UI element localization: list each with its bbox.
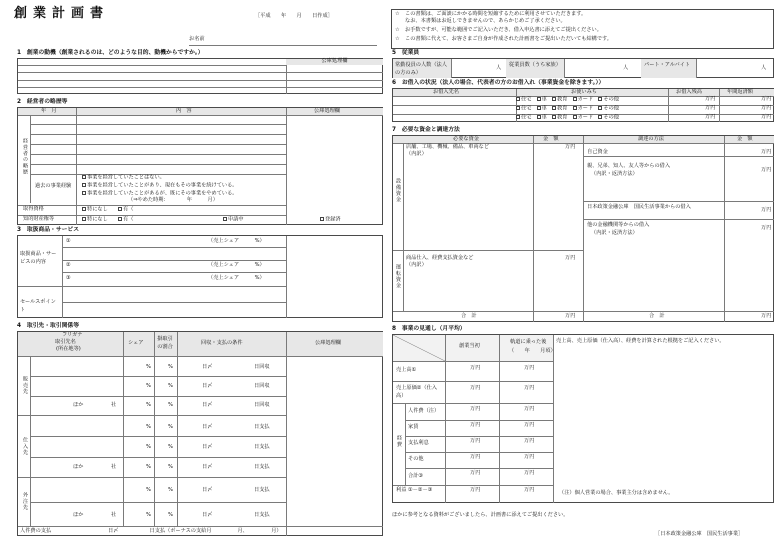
forecast-yen-cell[interactable]: 万円	[470, 422, 481, 428]
executives-label: 常勤役員の人数（法人の方のみ）	[395, 62, 447, 76]
item-2-share[interactable]: （売上シェア %）	[208, 262, 265, 268]
row-rent: 家賃	[408, 424, 419, 430]
others-label: ほか	[73, 464, 84, 470]
close-day[interactable]: 日〆	[202, 364, 213, 370]
pay-day[interactable]: 日支払	[254, 444, 270, 450]
exp-option-2[interactable]: 事業を経営していたことがあり、現在もその事業を続けている。	[82, 183, 237, 189]
share-pct[interactable]: %	[146, 383, 151, 389]
col-date: 年 月	[41, 108, 57, 114]
section-6-title: 6 お借入の状況（法人の場合、代表者の方のお借入れ（事業資金を除きます。））	[392, 80, 605, 86]
op-desc: 商品仕入、経費支払資金など	[406, 255, 474, 261]
forecast-yen-cell[interactable]: 万円	[470, 406, 481, 412]
loan-use-option: 教育	[557, 105, 568, 112]
forecast-yen-cell[interactable]: 万円	[524, 487, 535, 493]
annual-yen[interactable]: 万円	[761, 114, 772, 120]
furigana-header: フリガナ	[62, 332, 83, 338]
name-header: 取引先名	[55, 339, 76, 345]
career-side-label: 経営者の略歴	[21, 138, 28, 176]
row-sales: 売上高①	[396, 367, 417, 373]
forecast-yen-cell[interactable]: 万円	[470, 365, 481, 371]
forecast-yen-cell[interactable]: 万円	[524, 438, 535, 444]
exp-quit-time: （⇒やめた時期： 年 月）	[128, 197, 218, 203]
others-label: ほか	[73, 402, 84, 408]
loan-use-option: 教育	[557, 96, 568, 103]
notice-line: この書類は、ご面談にかかる時間を短縮するために利用させていただきます。	[405, 11, 587, 17]
source-header: 調達の方法	[638, 136, 664, 142]
section-8-title: 8 事業の見通し（月平均）	[392, 326, 466, 332]
checkbox[interactable]	[82, 217, 86, 221]
kake-pct[interactable]: %	[168, 487, 173, 493]
section-3-title: 3 取扱商品・サービス	[17, 227, 80, 233]
loan-row	[392, 96, 774, 105]
checkbox[interactable]	[552, 115, 556, 119]
notice-line: なお、本書類はお返しできませんので、あらかじめご了承ください。	[405, 18, 566, 24]
kake-pct[interactable]: %	[168, 424, 173, 430]
op-side-label: 運転資金	[394, 264, 401, 289]
share-pct[interactable]: %	[146, 402, 151, 408]
career-table: 年 月 内 容 公庫処理欄 経営者の略歴 過去の事業経験 事業を経営していたことはない。 事業を経営していたことがあり、現在もその事業を続けている。 事業を経営していたことがあるが、既にその事業をやめている。 （⇒やめた時期： 年 月） 取得資格 特になし 有（ 知的財産権等 特になし 有（ 申請中 登録済	[17, 107, 383, 225]
loan-row	[392, 114, 774, 123]
family-loan: 親、兄弟、知人、友人等からの借入	[587, 163, 671, 169]
checkbox[interactable]	[598, 106, 602, 110]
checkbox[interactable]	[573, 115, 577, 119]
motive-input[interactable]	[19, 66, 284, 93]
jfc-yen[interactable]: 万円	[761, 207, 772, 213]
close-day[interactable]: 日〆	[202, 464, 213, 470]
forecast-note: （注）個人営業の場合、事業主分は含めません。	[559, 490, 674, 496]
checkbox[interactable]	[552, 106, 556, 110]
footer-org: ［日本政策金融公庫 国民生活事業］	[655, 531, 744, 537]
checkbox[interactable]	[598, 115, 602, 119]
footer-note: ほかに参考となる資料がございましたら、計画書に添えてご提出ください。	[392, 512, 569, 518]
balance-yen[interactable]: 万円	[705, 96, 716, 102]
equip-yen[interactable]: 万円	[565, 144, 576, 150]
share-pct[interactable]: %	[146, 364, 151, 370]
checkbox[interactable]	[118, 207, 122, 211]
ip-registered[interactable]: 登録済	[320, 217, 341, 223]
loan-use-option: その他	[603, 96, 619, 103]
row-labor: 人件費（注）	[408, 408, 440, 414]
qual-have[interactable]: 有（	[118, 207, 133, 213]
forecast-yen-cell[interactable]: 万円	[524, 365, 535, 371]
loan-use-option: 車	[541, 105, 547, 112]
checkbox[interactable]	[82, 191, 86, 195]
forecast-yen-cell[interactable]: 万円	[470, 385, 481, 391]
loan-use-option: その他	[603, 105, 619, 112]
checkbox[interactable]	[516, 115, 520, 119]
unit[interactable]: 人	[623, 65, 629, 71]
notice-mark: ☆	[395, 27, 400, 33]
loan-use-option: 住宅	[521, 96, 532, 103]
company-count[interactable]: 社	[111, 464, 117, 470]
section-1-title: 1 創業の動機（創業されるのは、どのような目的、動機からですか。）	[17, 50, 204, 56]
checkbox[interactable]	[598, 97, 602, 101]
creation-date[interactable]: ［平成 年 月 日作成］	[255, 13, 333, 19]
op-yen[interactable]: 万円	[565, 255, 576, 261]
loan-use-option: 住宅	[521, 105, 532, 112]
forecast-yen-cell[interactable]: 万円	[524, 454, 535, 460]
pay-day[interactable]: 日支払	[254, 464, 270, 470]
ip-none[interactable]: 特になし	[82, 217, 108, 223]
checkbox[interactable]	[320, 217, 324, 221]
unit[interactable]: 人	[761, 65, 767, 71]
loan-use-option: 車	[541, 96, 547, 103]
notice-box	[391, 9, 774, 49]
row-total: 合計③	[408, 473, 424, 479]
row-profit: 利益 ①－②－③	[396, 487, 433, 493]
share-pct[interactable]: %	[146, 424, 151, 430]
checkbox[interactable]	[537, 97, 541, 101]
row-interest: 支払利息	[408, 440, 429, 446]
checkbox[interactable]	[552, 97, 556, 101]
col-content: 内 容	[176, 108, 192, 114]
checkbox[interactable]	[223, 217, 227, 221]
loan-use-option: 教育	[557, 114, 568, 121]
kake-pct[interactable]: %	[168, 444, 173, 450]
page-title: 創業計画書	[14, 6, 110, 21]
share-pct[interactable]: %	[146, 487, 151, 493]
total-label-2: 合 計	[649, 313, 665, 319]
close-day[interactable]: 日〆	[202, 444, 213, 450]
forecast-yen-cell[interactable]: 万円	[524, 406, 535, 412]
exp-option-1[interactable]: 事業を経営していたことはない。	[82, 175, 165, 181]
motive-table	[17, 58, 383, 94]
pay-day[interactable]: 日支払	[254, 512, 270, 518]
balance-yen[interactable]: 万円	[705, 105, 716, 111]
own-yen[interactable]: 万円	[761, 149, 772, 155]
trade-table	[17, 331, 383, 536]
location-header: (所在地等)	[56, 346, 81, 352]
bank-sub: （内訳・返済方法）	[591, 230, 638, 236]
section-2-title: 2 経営者の略歴等	[17, 99, 68, 105]
loan-use-options	[516, 97, 624, 103]
notice-mark: ☆	[395, 11, 400, 17]
op-breakdown: （内訳）	[406, 262, 427, 268]
notice-line: お手数ですが、可能な範囲でご記入いただき、借入申込書に添えてご提出ください。	[405, 27, 602, 33]
share-pct[interactable]: %	[146, 512, 151, 518]
checkbox[interactable]	[573, 97, 577, 101]
loan-use-option: その他	[603, 114, 619, 121]
jfc-loan: 日本政策金融公庫 国民生活事業からの借入	[587, 204, 691, 210]
sales-side-label: 販売先	[21, 376, 28, 395]
loan-use-option: カード	[577, 96, 594, 103]
employees-label: 従業員数（うち家族）	[509, 62, 561, 68]
forecast-yen-cell[interactable]: 万円	[470, 487, 481, 493]
checkbox[interactable]	[537, 115, 541, 119]
col-office: 公庫処理欄	[314, 108, 340, 114]
basis-header: 売上高、売上原価（仕入高）、経費を計算された根拠をご記入ください。	[556, 338, 725, 344]
loan-use-options	[516, 115, 624, 121]
close-day[interactable]: 日〆	[202, 402, 213, 408]
col-stable: 軌道に乗った後	[510, 339, 547, 345]
item-3-num: ③	[66, 275, 71, 281]
labor-terms[interactable]: 日〆 日支払（ボーナスの支給月 月、 月）	[108, 528, 282, 534]
loan-use-option: 住宅	[521, 114, 532, 121]
corner-diagonal	[393, 335, 445, 361]
item-3-share[interactable]: （売上シェア %）	[208, 275, 265, 281]
section-5-title: 5 従業員	[392, 50, 420, 56]
equip-desc: 店舗、工場、機械、備品、車両など	[406, 144, 490, 150]
kake-pct[interactable]: %	[168, 364, 173, 370]
close-day[interactable]: 日〆	[202, 424, 213, 430]
annual-yen[interactable]: 万円	[761, 105, 772, 111]
kake-pct[interactable]: %	[168, 464, 173, 470]
col-stable-sub: （ 年 月頃）	[509, 348, 556, 354]
kake-pct[interactable]: %	[168, 383, 173, 389]
checkbox[interactable]	[537, 106, 541, 110]
funding-table	[392, 135, 774, 322]
need-header: 必要な資金	[453, 136, 479, 142]
equip-side-label: 設備資金	[394, 178, 401, 203]
loan-use-options	[516, 106, 624, 112]
forecast-table	[392, 334, 774, 503]
qualification-label: 取得資格	[23, 206, 44, 212]
forecast-yen-cell[interactable]: 万円	[524, 385, 535, 391]
close-day[interactable]: 日〆	[202, 512, 213, 518]
product-side-label: 取扱商品・サービスの内容	[20, 251, 57, 266]
collect-day[interactable]: 日回収	[254, 364, 270, 370]
close-day[interactable]: 日〆	[202, 487, 213, 493]
item-2-num: ②	[66, 262, 71, 268]
expense-side-label: 経費	[395, 435, 402, 448]
forecast-yen-cell[interactable]: 万円	[470, 454, 481, 460]
annual-header: 年間返済額	[727, 89, 753, 95]
forecast-yen-cell[interactable]: 万円	[470, 470, 481, 476]
checkbox[interactable]	[82, 175, 86, 179]
checkbox[interactable]	[573, 106, 577, 110]
bank-loan: 他の金融機関等からの借入	[587, 222, 650, 228]
equip-breakdown: （内訳）	[406, 151, 427, 157]
own-funds: 自己資金	[587, 149, 608, 155]
share-header: シェア	[128, 340, 144, 346]
office-use-header: 公庫処理欄	[321, 58, 348, 64]
kake-pct[interactable]: %	[168, 512, 173, 518]
forecast-yen-cell[interactable]: 万円	[470, 438, 481, 444]
close-day[interactable]: 日〆	[202, 383, 213, 389]
ip-label: 知的財産権等	[23, 216, 55, 222]
bank-yen[interactable]: 万円	[761, 225, 772, 231]
loan-use-option: カード	[577, 114, 594, 121]
lender-header: お借入先名	[433, 89, 459, 95]
checkbox[interactable]	[516, 106, 520, 110]
forecast-yen-cell[interactable]: 万円	[524, 422, 535, 428]
checkbox[interactable]	[82, 183, 86, 187]
pay-day[interactable]: 日支払	[254, 487, 270, 493]
employee-table	[392, 58, 774, 78]
kake-header: 掛取引の割合	[157, 336, 173, 350]
collect-day[interactable]: 日回収	[254, 402, 270, 408]
ip-have[interactable]: 有（	[118, 217, 133, 223]
kake-pct[interactable]: %	[168, 402, 173, 408]
office-header: 公庫処理欄	[315, 340, 341, 346]
family-sub: （内訳・返済方法）	[591, 171, 638, 177]
row-cogs: 売上原価②（仕入高）	[396, 385, 437, 399]
amount-header-2: 金 額	[737, 136, 753, 142]
loan-use-option: 車	[541, 114, 547, 121]
balance-header: お借入残高	[676, 89, 702, 95]
annual-yen[interactable]: 万円	[761, 96, 772, 102]
notice-mark: ☆	[395, 36, 400, 42]
loan-row	[392, 105, 774, 114]
forecast-yen-cell[interactable]: 万円	[524, 470, 535, 476]
share-pct[interactable]: %	[146, 464, 151, 470]
name-label: お名前	[189, 36, 205, 42]
use-header: お使いみち	[571, 89, 597, 95]
item-1-share[interactable]: （売上シェア %）	[208, 238, 265, 244]
product-table	[17, 235, 383, 318]
terms-header: 回収・支払の条件	[201, 340, 243, 346]
collect-day[interactable]: 日回収	[254, 383, 270, 389]
notice-line: この書類に代えて、お客さまご自身が作成された計画書をご提出いただいても結構です。	[405, 36, 612, 42]
checkbox[interactable]	[82, 207, 86, 211]
total-label: 合 計	[461, 313, 477, 319]
company-count[interactable]: 社	[111, 512, 117, 518]
basis-input[interactable]	[554, 362, 770, 484]
unit[interactable]: 人	[496, 65, 502, 71]
ip-pending[interactable]: 申請中	[223, 217, 244, 223]
total-yen[interactable]: 万円	[565, 313, 576, 319]
amount-header: 金 額	[543, 136, 559, 142]
total-yen-2[interactable]: 万円	[761, 313, 772, 319]
outsource-side-label: 外注先	[21, 492, 28, 511]
item-1-num: ①	[66, 238, 71, 244]
family-yen[interactable]: 万円	[761, 167, 772, 173]
section-4-title: 4 取引先・取引関係等	[17, 323, 80, 329]
balance-yen[interactable]: 万円	[705, 114, 716, 120]
purchase-side-label: 仕入先	[21, 437, 28, 456]
col-initial: 創業当初	[459, 343, 480, 349]
checkbox[interactable]	[118, 217, 122, 221]
company-count[interactable]: 社	[111, 402, 117, 408]
row-other: その他	[408, 456, 424, 462]
part-time-label: パート・アルバイト	[644, 62, 691, 68]
share-pct[interactable]: %	[146, 444, 151, 450]
loan-use-option: カード	[577, 105, 594, 112]
checkbox[interactable]	[516, 97, 520, 101]
pay-day[interactable]: 日支払	[254, 424, 270, 430]
exp-option-3[interactable]: 事業を経営していたことがあるが、既にその事業をやめている。	[82, 191, 237, 197]
qual-none[interactable]: 特になし	[82, 207, 108, 213]
others-label: ほか	[73, 512, 84, 518]
section-7-title: 7 必要な資金と調達方法	[392, 127, 460, 133]
labor-label: 人件費の支払	[20, 528, 52, 534]
sales-point-label: セールスポイント	[20, 299, 56, 314]
